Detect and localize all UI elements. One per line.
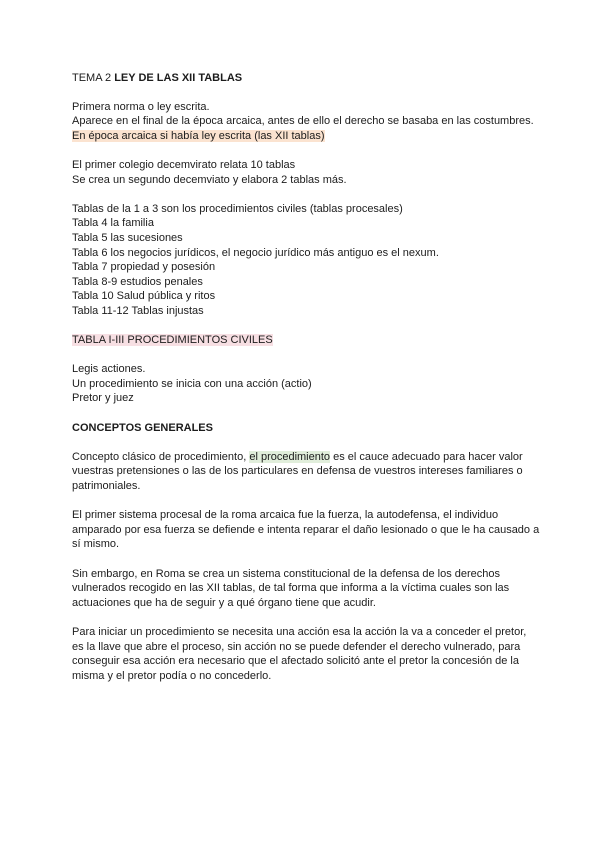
decemvirato-block [72,158,540,187]
legis-line-3: Pretor y juez [72,392,134,405]
p1-after: es el cauce adecuado para hacer valor vuestras pretensiones o las de los particulares en defensa de vuestros intereses familiares o patrimoniales. [72,450,523,493]
intro-highlight: En época arcaica si había ley escrita (las XII tablas) [72,129,325,142]
list-item: Tabla 11-12 Tablas injustas [72,304,204,317]
title-bold: LEY DE LAS XII TABLAS [114,72,243,84]
list-item: Tabla 4 la familia [72,217,154,230]
title-prefix: TEMA 2 [72,72,115,84]
intro-line-3 [72,129,540,144]
intro-line-2: Aparece en el final de la época arcaica, antes de ello el derecho se basaba en las costumbres. [72,115,534,128]
conceptos-paragraph-1 [72,450,540,494]
intro-line-1: Primera norma o ley escrita. [72,100,210,113]
conceptos-paragraph-3: Sin embargo, en Roma se crea un sistema constitucional de la defensa de los derechos vulnerados recogido en las XII tablas, de tal forma que informa a la víctima cuales son las actuaciones que ha de seguir y a qué órgano tiene que acudir. [72,567,510,609]
tablas-list [72,202,540,319]
list-item: Tablas de la 1 a 3 son los procedimientos civiles (tablas procesales) [72,202,403,215]
list-item: Tabla 10 Salud pública y ritos [72,290,216,303]
decemvirato-line-2: Se crea un segundo decemviato y elabora 2 tablas más. [72,173,347,186]
conceptos-heading: CONCEPTOS GENERALES [72,421,213,434]
section-civiles-highlight: TABLA I-III PROCEDIMIENTOS CIVILES [72,334,273,347]
p1-before: Concepto clásico de procedimiento, [72,450,250,463]
intro-block [72,100,540,144]
list-item: Tabla 8-9 estudios penales [72,275,203,288]
legis-line-1: Legis actiones. [72,363,146,376]
list-item: Tabla 5 las sucesiones [72,231,183,244]
legis-block [72,362,540,406]
conceptos-paragraph-2: El primer sistema procesal de la roma arcaica fue la fuerza, la autodefensa, el individuo amparado por esa fuerza se defiende e intenta reparar el daño lesionado o que le ha causado a sí mismo. [72,509,540,551]
p1-highlight: el procedimiento [249,450,331,463]
list-item: Tabla 6 los negocios jurídicos, el negocio jurídico más antiguo es el nexum. [72,246,439,259]
section-civiles-title [72,333,540,348]
legis-line-2: Un procedimiento se inicia con una acción (actio) [72,377,312,390]
conceptos-paragraph-4: Para iniciar un procedimiento se necesita una acción esa la acción la va a conceder el pretor, es la llave que abre el proceso, sin acción no se puede defender el derecho vulnerado, para conseguir esa acción era necesario que el afectado solicitó ante el pretor la concesión de la misma y el pretor podía o no concederlo. [72,625,527,682]
decemvirato-line-1: El primer colegio decemvirato relata 10 tablas [72,158,296,171]
list-item: Tabla 7 propiedad y posesión [72,261,216,274]
document-title [72,71,540,86]
